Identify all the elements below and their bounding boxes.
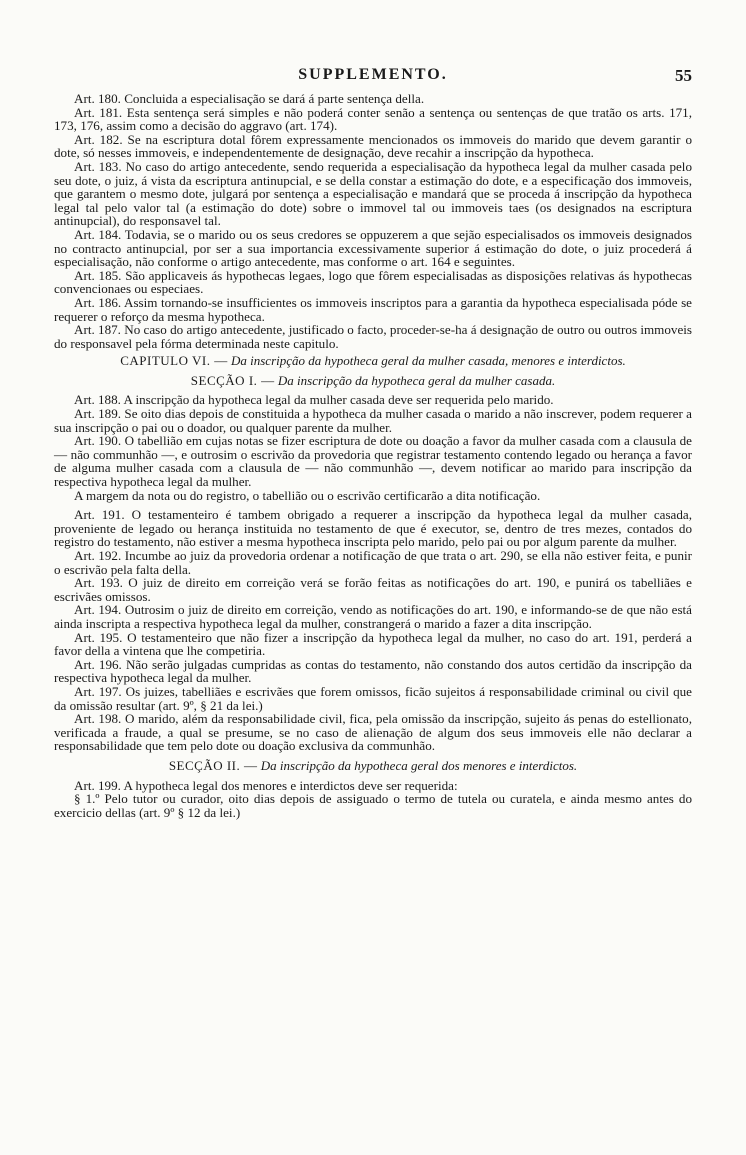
chapter-title: Da inscripção da hypotheca geral da mulher casada, menores e interdictos.: [231, 353, 626, 369]
running-title: SUPPLEMENTO.: [298, 66, 448, 83]
paragraph-art-199: Art. 199. A hypotheca legal dos menores e interdictos deve ser requerida:: [74, 777, 458, 793]
section-1-label: SECÇÃO I. —: [190, 372, 275, 388]
paragraph-art-190: Art. 190. O tabellião em cujas notas se fizer escriptura de dote ou doação a favor da mulher casada com a clausula de — não communhão —, e outrosim o escrivão da provedoria que registrar testamento contendo legado ou herança a favor de alguma mulher casada com a clausula de — não communhão —, devem notificar ao marido para inscripção da respectiva hypotheca legal da mulher.: [54, 433, 692, 490]
paragraph-art-180: Art. 180. Concluida a especialisação se dará á parte sentença della.: [74, 91, 425, 106]
chapter-heading: [54, 354, 692, 368]
paragraph-art-185: Art. 185. São applicaveis ás hypothecas legaes, logo que fôrem especialisadas as disposições relativas ás hypothecas convencionaes ou especiaes.: [54, 267, 692, 297]
paragraph-art-190-margin: A margem da nota ou do registro, o tabellião ou o escrivão certificarão a dita notificação.: [74, 487, 541, 503]
section-heading-2: [54, 759, 692, 773]
paragraph-art-188: Art. 188. A inscripção da hypotheca legal da mulher casada deve ser requerida pelo marido.: [74, 392, 554, 408]
section-1-title: Da inscripção da hypotheca geral da mulher casada.: [277, 372, 556, 388]
paragraph-art-192: Art. 192. Incumbe ao juiz da provedoria ordenar a notificação de que trata o art. 290, se ella não estiver feita, e punir o escrivão pela falta della.: [54, 548, 692, 577]
paragraph-art-182: Art. 182. Se na escriptura dotal fôrem expressamente mencionados os immoveis do marido que devem garantir o dote, só nesses immoveis, e independentemente de designação, deve recahir a inscripção da hypotheca.: [54, 131, 692, 161]
paragraph-art-198: Art. 198. O marido, além da responsabilidade civil, fica, pela omissão da inscripção, sujeito ás penas do estellionato, verificada a fraude, a qual se presume, se no caso de alienação de algum dos seus immoveis elle não declarar a responsabilidade que tem pelo dote ou doação exclusiva da communhão.: [54, 711, 692, 754]
paragraph-art-197: Art. 197. Os juizes, tabelliães e escrivães que forem omissos, ficão sujeitos á responsabilidade criminal ou civil que da omissão resultar (art. 9º, § 21 da lei.): [54, 683, 692, 713]
paragraph-art-194: Art. 194. Outrosim o juiz de direito em correição, vendo as notificações do art. 190, e informando-se de que não está ainda inscripta a respectiva hypotheca legal da mulher, constrangerá o marido a fazer a dita inscripção.: [54, 602, 692, 631]
paragraph-art-196: Art. 196. Não serão julgadas cumpridas as contas do testamento, não constando dos autos certidão da inscripção da respectiva hypotheca legal da mulher.: [54, 656, 692, 686]
paragraph-art-183: Art. 183. No caso do artigo antecedente, sendo requerida a especialisação da hypotheca legal da mulher casada pelo seu dote, o juiz, á vista da escriptura antinupcial, e se della constar a estimação do dote, e a especificação dos immoveis, que garantem o mesmo dote, julgará por sentença a especialisação e mandará que se proceda á inscripção da hypotheca legal tal pelo valor tal (a estimação do dote) sobre o immovel tal ou immoveis taes (os designados na escriptura antinupcial), do responsavel tal.: [54, 158, 692, 229]
section-2-label: SECÇÃO II. —: [168, 757, 258, 773]
paragraph-art-187: Art. 187. No caso do artigo antecedente, justificado o facto, proceder-se-ha á designação de outro ou outros immoveis do responsavel pela fórma determinada neste capitulo.: [54, 322, 692, 351]
paragraph-art-184: Art. 184. Todavia, se o marido ou os seus credores se oppuzerem a que sejão especialisados os immoveis designados no contracto antinupcial, por ser a sua importancia excessivamente superior á estimação do dote, o juiz procederá á especialisação, não conforme o artigo antecedente, mas conforme o art. 164 e seguintes.: [54, 226, 692, 270]
section-2-title: Da inscripção da hypotheca geral dos menores e interdictos.: [260, 757, 578, 773]
section-heading-1: [54, 374, 692, 388]
page-number: 55: [675, 66, 692, 85]
paragraph-art-195: Art. 195. O testamenteiro que não fizer a inscripção da hypotheca legal da mulher, no caso do art. 191, perderá a favor della a vintena que lhe competiria.: [54, 629, 692, 659]
paragraph-art-193: Art. 193. O juiz de direito em correição verá se forão feitas as notificações do art. 190, e punirá os tabelliães e escrivães omissos.: [54, 575, 692, 604]
paragraph-art-199-s1: § 1.º Pelo tutor ou curador, oito dias depois de assiguado o termo de tutela ou curatela, e ainda mesmo antes do exercicio dellas (art. 9º § 12 da lei.): [54, 791, 692, 820]
paragraph-art-186: Art. 186. Assim tornando-se insufficientes os immoveis inscriptos para a garantia da hypotheca especialisada póde se requerer o reforço da mesma hypotheca.: [54, 294, 692, 324]
paragraph-art-189: Art. 189. Se oito dias depois de constituida a hypotheca da mulher casada o marido a não inscrever, podem requerer a sua inscripção o pai ou o doador, ou qualquer parente da mulher.: [54, 406, 692, 435]
paragraph-art-191: Art. 191. O testamenteiro é tambem obrigado a requerer a inscripção da hypotheca legal da mulher casada, proveniente de legado ou herança instituida no testamento de que é executor, se, dentro de tres mezes, contados do registro do testamento, não estiver a mesma hypotheca inscripta pelo marido, pelo pai ou por algum parente da mulher.: [54, 507, 692, 550]
chapter-label: CAPITULO VI. —: [120, 353, 228, 369]
page-header: [54, 66, 692, 92]
paragraph-art-181: Art. 181. Esta sentença será simples e não poderá conter senão a sentença ou sentenças de que tratão os arts. 171, 173, 176, assim como a decisão do aggravo (art. 174).: [54, 104, 692, 134]
page-body: [54, 92, 692, 819]
